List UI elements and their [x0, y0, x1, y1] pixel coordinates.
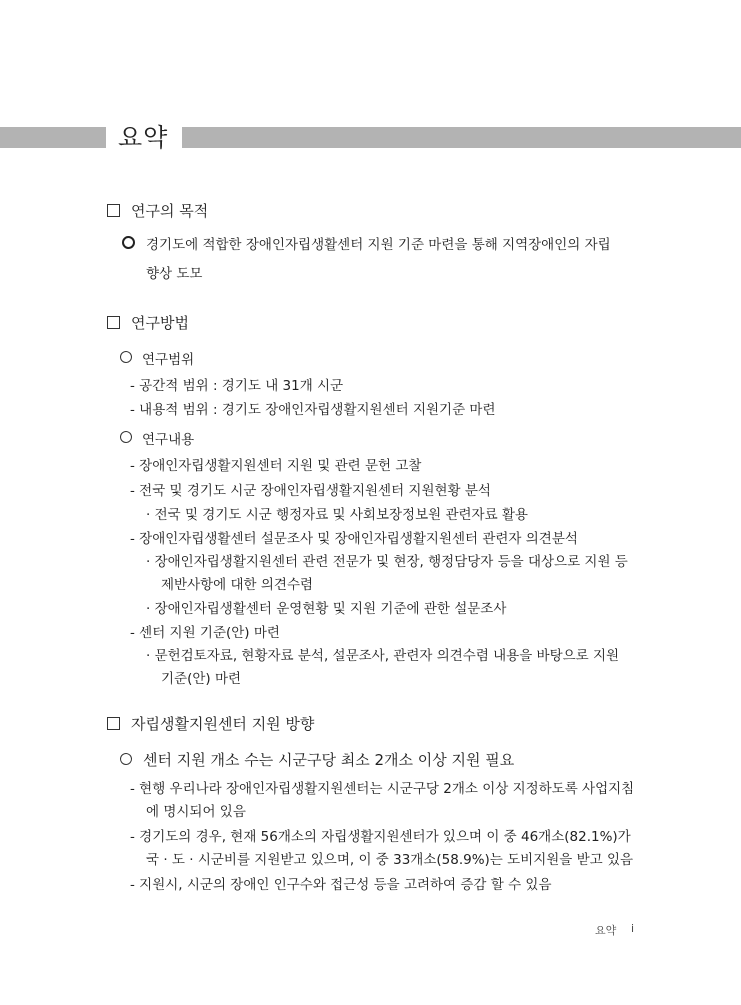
- list-item: · 장애인자립생활지원센터 관련 전문가 및 현장, 행정담당자 등을 대상으로 지원 등: [146, 554, 628, 570]
- page-number: i: [631, 922, 635, 935]
- circle-bullet-icon: [120, 753, 132, 765]
- checkbox-square-icon: [107, 717, 120, 730]
- circle-bullet-icon: [122, 236, 135, 249]
- list-item: - 센터 지원 기준(안) 마련: [130, 625, 280, 641]
- title-bar-right: [182, 127, 741, 148]
- circle-bullet-icon: [120, 431, 132, 443]
- title-bar-left: [0, 127, 106, 148]
- section-heading-direction: 자립생활지원센터 지원 방향: [131, 715, 315, 733]
- list-item: - 장애인자립생활센터 설문조사 및 장애인자립생활지원센터 관련자 의견분석: [130, 531, 578, 547]
- list-item: · 문헌검토자료, 현황자료 분석, 설문조사, 관련자 의견수렴 내용을 바탕으로 지원: [146, 648, 620, 664]
- footer-label: 요약: [595, 924, 617, 937]
- circle-bullet-icon: [120, 351, 132, 363]
- section-heading-purpose: 연구의 목적: [131, 202, 209, 220]
- scope-title: 연구범위: [142, 352, 195, 368]
- list-item: - 지원시, 시군의 장애인 인구수와 접근성 등을 고려하여 증감 할 수 있음: [130, 877, 552, 893]
- checkbox-square-icon: [107, 316, 120, 329]
- list-item: · 장애인자립생활센터 운영현황 및 지원 기준에 관한 설문조사: [146, 601, 507, 617]
- purpose-bullet: 경기도에 적합한 장애인자립생활센터 지원 기준 마련을 통해 지역장애인의 자립: [146, 237, 611, 253]
- list-item: - 경기도의 경우, 현재 56개소의 자립생활지원센터가 있으며 이 중 46개소(82.1%)가: [130, 829, 631, 845]
- list-item: 국 · 도 · 시군비를 지원받고 있으며, 이 중 33개소(58.9%)는 도비지원을 받고 있음: [146, 852, 634, 868]
- list-item: - 장애인자립생활지원센터 지원 및 관련 문헌 고찰: [130, 458, 422, 474]
- list-item: 에 명시되어 있음: [146, 804, 246, 820]
- purpose-bullet-cont: 향상 도모: [146, 266, 203, 282]
- list-item: - 전국 및 경기도 시군 장애인자립생활지원센터 지원현황 분석: [130, 483, 491, 499]
- list-item: - 내용적 범위 : 경기도 장애인자립생활지원센터 지원기준 마련: [130, 402, 496, 418]
- direction-point: 센터 지원 개소 수는 시군구당 최소 2개소 이상 지원 필요: [143, 751, 515, 769]
- list-item: · 전국 및 경기도 시군 행정자료 및 사회보장정보원 관련자료 활용: [146, 507, 528, 523]
- list-item: 제반사항에 대한 의견수렴: [161, 577, 314, 593]
- page-title: 요약: [118, 123, 169, 152]
- checkbox-square-icon: [107, 204, 120, 217]
- section-heading-method: 연구방법: [131, 314, 189, 332]
- content-title: 연구내용: [142, 432, 195, 448]
- list-item: - 현행 우리나라 장애인자립생활지원센터는 시군구당 2개소 이상 지정하도록 사업지침: [130, 781, 635, 797]
- list-item: - 공간적 범위 : 경기도 내 31개 시군: [130, 378, 344, 394]
- list-item: 기준(안) 마련: [161, 671, 242, 687]
